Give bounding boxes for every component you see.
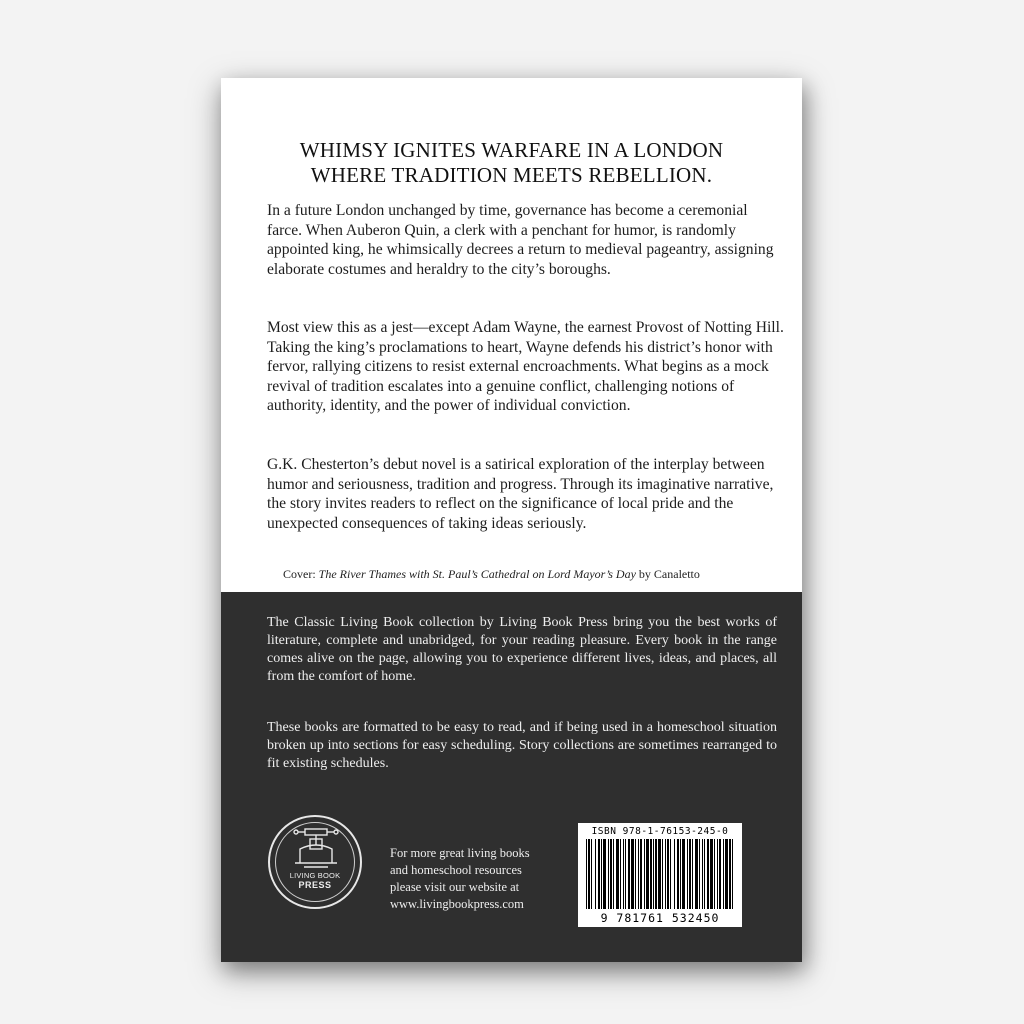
collection-paragraph-2: These books are formatted to be easy to read, and if being used in a homeschool situation broken up into sections for easy scheduling. Story collections are sometimes rearranged to fit existing schedules. — [267, 720, 777, 771]
promo-line-3: please visit our website at — [390, 880, 520, 894]
barcode-bar — [616, 839, 619, 909]
barcode-bar — [680, 839, 681, 909]
promo-line-1: For more great living books — [390, 846, 530, 860]
printing-press-icon — [290, 827, 342, 871]
cover-top-section — [221, 78, 802, 592]
barcode-bar — [603, 839, 606, 909]
barcode-bar — [650, 839, 652, 909]
cover-bottom-section — [221, 592, 802, 962]
barcode-bar — [635, 839, 636, 909]
headline — [221, 138, 802, 188]
barcode-bar — [729, 839, 731, 909]
barcode-bar — [601, 839, 602, 909]
barcode-bar — [646, 839, 649, 909]
barcode-bar — [725, 839, 728, 909]
barcode-bar — [707, 839, 709, 909]
barcode-bar — [677, 839, 679, 909]
barcode-bar — [625, 839, 626, 909]
caption-prefix: Cover: — [283, 567, 319, 581]
website-promo — [390, 845, 570, 913]
barcode-bar — [689, 839, 691, 909]
barcode-bar — [717, 839, 718, 909]
barcode-bar — [595, 839, 596, 909]
book-back-cover — [221, 78, 802, 962]
logo-text-living-book: LIVING BOOK — [289, 871, 341, 880]
barcode-bar — [723, 839, 724, 909]
barcode-bar — [591, 839, 592, 909]
cover-art-caption — [283, 567, 700, 582]
headline-line-1: WHIMSY IGNITES WARFARE IN A LONDON — [299, 138, 724, 162]
barcode-bar — [695, 839, 698, 909]
barcode-number: 9 781761 532450 — [600, 911, 720, 925]
barcode-bar — [610, 839, 612, 909]
barcode-bars — [584, 839, 736, 911]
publisher-logo — [268, 815, 362, 909]
barcode-bar — [704, 839, 705, 909]
synopsis-paragraph-3: G.K. Chesterton’s debut novel is a satirical exploration of the interplay between humor and seriousness, tradition and progress. Through its imaginative narrative, the story invites readers to reflect on the significance of local pride and the unexpected consequences of taking ideas seriously. — [267, 456, 774, 532]
collection-paragraph-1: The Classic Living Book collection by Living Book Press bring you the best works of literature, complete and unabridged, for your reading pleasure. Every book in the range comes alive on the page, allowing you to experience different lives, ideas, and places, all from the comfort of home. — [267, 615, 777, 684]
barcode-bar — [588, 839, 590, 909]
barcode-bar — [719, 839, 721, 909]
barcode-bar — [613, 839, 614, 909]
barcode-bar — [667, 839, 669, 909]
barcode-bar — [710, 839, 713, 909]
barcode-bar — [608, 839, 609, 909]
barcode-bar — [665, 839, 666, 909]
caption-suffix: by Canaletto — [635, 567, 700, 581]
headline-line-2: WHERE TRADITION MEETS REBELLION. — [310, 163, 713, 187]
isbn-label: ISBN 978-1-76153-245-0 — [591, 826, 729, 837]
promo-line-2: and homeschool resources — [390, 863, 522, 877]
logo-text-press: PRESS — [298, 880, 332, 890]
barcode-bar — [640, 839, 642, 909]
barcode-bar — [682, 839, 685, 909]
barcode-bar — [655, 839, 657, 909]
barcode-bar — [658, 839, 661, 909]
barcode-bar — [699, 839, 700, 909]
synopsis-paragraph-1: In a future London unchanged by time, governance has become a ceremonial farce. When Auberon Quin, a clerk with a penchant for humor, is randomly appointed king, he whimsically decrees a return to medieval pageantry, assigning elaborate costumes and heraldry to the city’s boroughs. — [267, 202, 774, 278]
caption-artwork-title: The River Thames with St. Paul’s Cathedral on Lord Mayor’s Day — [318, 567, 636, 581]
barcode-bar — [732, 839, 733, 909]
isbn-barcode — [578, 823, 742, 927]
barcode-bar — [631, 839, 634, 909]
barcode-bar — [623, 839, 624, 909]
barcode-bar — [670, 839, 671, 909]
barcode-bar — [598, 839, 600, 909]
barcode-bar — [638, 839, 639, 909]
barcode-bar — [692, 839, 693, 909]
barcode-bar — [620, 839, 621, 909]
barcode-bar — [702, 839, 703, 909]
website-url: www.livingbookpress.com — [390, 897, 524, 911]
barcode-bar — [644, 839, 645, 909]
barcode-bar — [687, 839, 688, 909]
barcode-bar — [586, 839, 587, 909]
barcode-bar — [662, 839, 663, 909]
barcode-bar — [674, 839, 675, 909]
synopsis-paragraph-2: Most view this as a jest—except Adam Wayne, the earnest Provost of Notting Hill. Taking the king’s proclamations to heart, Wayne defends his district’s honor with fervor, rallying citizens to resist external encroachments. What begins as a mock revival of tradition escalates into a genuine conflict, challenging notions of authority, identity, and the power of individual conviction. — [267, 319, 784, 414]
barcode-bar — [628, 839, 630, 909]
barcode-bar — [714, 839, 715, 909]
barcode-bar — [653, 839, 654, 909]
